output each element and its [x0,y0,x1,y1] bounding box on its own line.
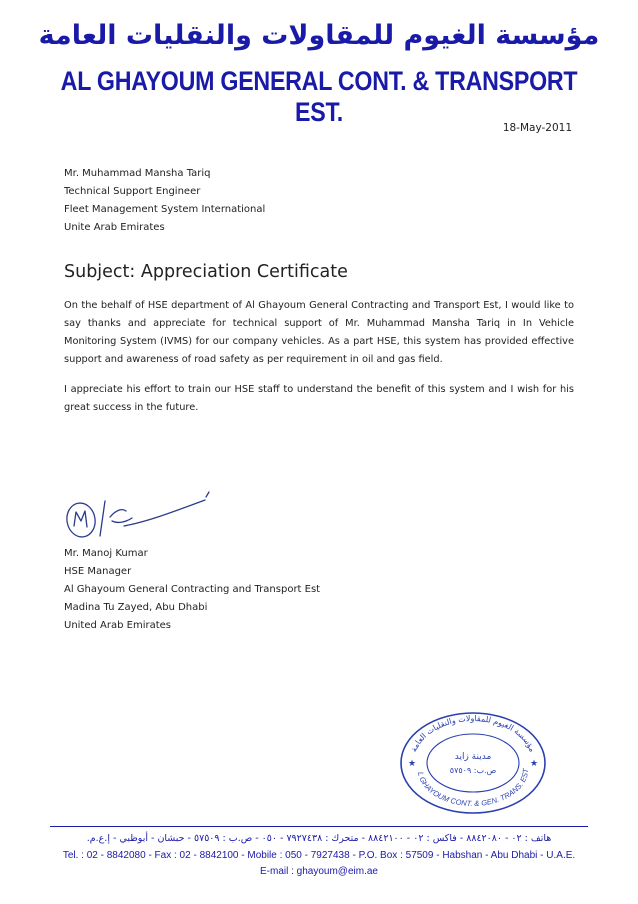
letter-date: 18-May-2011 [502,122,572,134]
letterhead-arabic-name: مؤسسة الغيوم للمقاولات والنقليات العامة [38,20,600,51]
stamp-star-icon: ★ [408,759,417,769]
body-paragraph-1: On the behalf of HSE department of Al Ghayoum General Contracting and Transport Est, I would like to say thanks and appreciate for technical support of Mr. Muhammad Mansha Tariq in In Vehicle Monitoring System (IVMS) for our company vehicles. As a part HSE, this system has provided effective support and awareness of road safety as per requirement in oil and gas field. [64,300,574,365]
signer-name: Mr. Manoj Kumar [64,548,148,559]
company-stamp [398,710,548,820]
footer-email: E-mail : ghayoum@eim.ae [260,866,378,877]
recipient-title: Technical Support Engineer [64,186,201,197]
letterhead-english-name: AL GHAYOUM GENERAL CONT. & TRANSPORT EST. [60,66,578,127]
subject-line: Subject: Appreciation Certificate [64,262,348,282]
stamp-pobox: ص.ب: ٥٧٥٠٩ [449,766,497,775]
stamp-city: مدينة زايد [454,752,492,762]
stamp-star-icon: ★ [530,759,539,769]
signer-block [64,545,320,635]
signer-company: Al Ghayoum General Contracting and Transport Est [64,584,321,595]
stamp-english-ring: L GHAYOUM CONT. & GEN. TRANS. EST [416,768,531,809]
footer-english-contact: Tel. : 02 - 8842080 - Fax : 02 - 8842100 - Mobile : 050 - 7927438 - P.O. Box : 57509 - Habshan - Abu Dhabi - U.A.E. [62,850,576,861]
body-paragraph-2: I appreciate his effort to train our HSE staff to understand the benefit of this system and I wish for his great success in the future. [64,384,574,413]
footer-divider [50,826,588,827]
stamp-arabic-ring: مؤسسة الغيوم للمقاولات والنقليات العامة [409,714,537,754]
recipient-country: Unite Arab Emirates [64,222,165,233]
signer-address: Madina Tu Zayed, Abu Dhabi [64,602,208,613]
signer-title: HSE Manager [64,566,132,577]
signer-country: United Arab Emirates [64,620,172,631]
footer-arabic-contact: هاتف : ٠٢ - ٨٨٤٢٠٨٠ - فاكس : ٠٢ - ٨٨٤٢١٠٠ - متحرك : ٧٩٢٧٤٣٨ - ٠٥٠ - ص.ب : ٥٧٥٠٩ - حبشان - أبوظبي - إ.ع.م. [86,833,552,844]
recipient-block [64,165,265,237]
recipient-company: Fleet Management System International [64,204,266,215]
recipient-name: Mr. Muhammad Mansha Tariq [64,168,211,179]
handwritten-signature [60,488,260,544]
